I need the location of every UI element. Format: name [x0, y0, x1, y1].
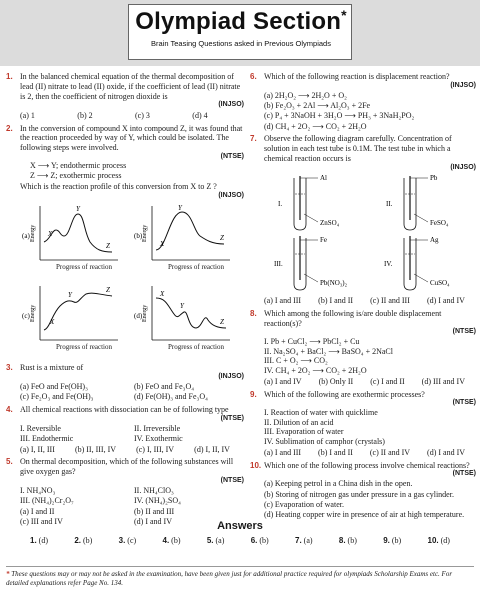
test-tube-3	[294, 236, 318, 290]
option[interactable]: (d) I, II, IV	[194, 444, 230, 454]
options	[20, 445, 244, 455]
reaction-line: I. Pb + CuCl₂ ⟶ PbCl₂ + Cu	[264, 336, 360, 346]
y-axis-label: Energy	[30, 304, 36, 323]
question-tag: (NTSE)	[220, 152, 244, 160]
point-label: X	[50, 318, 55, 327]
y-axis-label: Energy	[142, 304, 148, 323]
point-label: Y	[68, 291, 72, 300]
option[interactable]: (a) I and II	[20, 506, 55, 516]
metal-label: Pb	[430, 174, 438, 183]
profile-curve	[44, 214, 112, 252]
question-text: Observe the following diagram carefully. Concentration of solution in each test tube is 0.1M. The test tube in which a chemical reaction occurs is	[264, 134, 452, 163]
question-9: 9. Which of the following are exothermic processes? (NTSE) I. Reaction of water with quicklime II. Dilution of an acid III. Evaporation of water IV. Sublimation of camphor (crystals) (a) I and III (b) I and II (c) II and IV (d) I and IV	[250, 389, 476, 457]
option[interactable]: (d) CH₄ + 2O₂ ⟶ CO₂ + 2H₂O	[264, 121, 367, 131]
answer-item: 10. (d)	[427, 536, 450, 545]
type-list	[20, 424, 244, 444]
option[interactable]: (a) I and IV	[264, 376, 302, 386]
tube-label: I.	[278, 200, 283, 209]
option[interactable]: (c) II and IV	[369, 447, 411, 457]
question-prompt: Which is the reaction profile of this conversion from X to Z ?	[20, 181, 217, 191]
option[interactable]: (b) 2	[77, 110, 93, 120]
answer-item: 6. (b)	[250, 536, 269, 545]
test-tube-4	[404, 236, 428, 290]
question-8: 8. Which among the following is/are double displacement reaction(s)? (NTSE) I. Pb + CuCl₂ ⟶ PbCl₂ + Cu II. Na₂SO₄ + BaCl₂ ⟶ BaSO₄ + 2NaCl III. C + O₂ ⟶ CO₂ IV. CH₄ + 2O₂ ⟶ CO₂ + 2H₂O (a) I and IV (b) Only II (c) I and II (d) III and IV	[250, 308, 476, 386]
option[interactable]: (b) II and III	[134, 506, 175, 516]
options	[264, 91, 476, 132]
option[interactable]: (d) 4	[192, 110, 208, 120]
question-text: On thermal decomposition, which of the following substances will give oxygen gas?	[20, 457, 234, 477]
question-text: Which among the following is/are double displacement reaction(s)?	[264, 308, 442, 328]
page-subtitle: Brain Teasing Questions asked in Previous Olympiads	[151, 39, 331, 48]
options	[20, 382, 244, 402]
page-title: Olympiad Section*	[135, 7, 347, 35]
option[interactable]: (b) Fe₂O₃ + 2Al ⟶ Al₂O₃ + 2Fe	[264, 101, 371, 111]
option[interactable]: (c) II and III	[370, 296, 410, 306]
reaction-line: III. C + O₂ ⟶ CO₂	[264, 356, 328, 366]
option[interactable]: (a) I and III	[264, 296, 302, 306]
options	[264, 479, 476, 520]
x-axis-label: Progress of reaction	[168, 263, 224, 272]
question-text: All chemical reactions with dissociation can be of following type	[20, 404, 229, 414]
option[interactable]: (a) 1	[20, 110, 35, 120]
solution-label: Pb(NO₃)₂	[320, 279, 348, 288]
profile-curve	[156, 298, 226, 328]
answer-item: 1. (d)	[30, 536, 48, 545]
question-tag: (INJSO)	[450, 81, 476, 89]
options	[20, 111, 244, 121]
answers-row	[30, 536, 450, 545]
option[interactable]: (b) Storing of nitrogen gas under pressure in a gas cylinder.	[264, 489, 454, 499]
question-tag: (INJSO)	[218, 191, 244, 199]
type-item: IV. (NH₄)₂SO₄	[134, 496, 181, 506]
type-item: II. Irreversible	[134, 424, 181, 434]
type-item: I. Reaction of water with quicklime	[264, 407, 378, 417]
tube-label: II.	[386, 200, 393, 209]
question-7: 7. Observe the following diagram carefully. Concentration of solution in each test tube is 0.1M. The test tube in which a chemical reaction occurs is (INJSO) I. II. III. IV. Al Pb Fe Ag ZnSO₄ FeSO₄ Pb(NO₃)₂ CuSO₄ (a) I and III (b) I and II (c) II and III (d) I and IV	[250, 134, 476, 306]
question-text: Which of the following are exothermic processes?	[264, 389, 425, 399]
x-axis-label: Progress of reaction	[168, 343, 224, 352]
type-item: IV. Sublimation of camphor (crystals)	[264, 437, 385, 447]
answers-heading: Answers	[217, 520, 263, 532]
point-label: Y	[178, 204, 182, 213]
question-10: 10. Which one of the following process involve chemical reactions? (NTSE) (a) Keeping petrol in a China dish in the open. (b) Storing of nitrogen gas under pressure in a gas cylinder. (c) Evaporation of water. (d) Heating copper wire in presence of air at high temperature.	[250, 460, 476, 520]
option[interactable]: (a) FeO and Fe(OH)₃	[20, 382, 88, 392]
energy-profile-plots	[20, 202, 244, 360]
option[interactable]: (b) I and II	[318, 447, 353, 457]
question-text: Which of the following reaction is displacement reaction?	[264, 72, 450, 81]
plot-panel-b	[152, 206, 230, 260]
header-band	[0, 0, 480, 66]
question-1: 1. In the balanced chemical equation of the thermal decomposition of lead (II) nitrate to lead (II) oxide, if the coefficient of lead (II) nitrate is 2, then the coefficient of nitrogen dioxide is (INJSO) (a) 1 (b) 2 (c) 3 (d) 4	[6, 72, 244, 120]
reaction-line: II. Na₂SO₄ + BaCl₂ ⟶ BaSO₄ + 2NaCl	[264, 346, 393, 356]
panel-label: (c)	[22, 312, 30, 321]
footnote: * These questions may or may not be asked in the examination, have been given just for additional practice required for olympiads Scholarship Exams etc. For detailed explanations refer Page No. 134.	[6, 570, 453, 587]
type-item: II. Dilution of an acid	[264, 417, 334, 427]
question-tag: (NTSE)	[220, 414, 244, 422]
answer-item: 8. (b)	[338, 536, 357, 545]
question-text: In the conversion of compound X into compound Z, it was found that the reaction proceeded by way of Y, which could be isolated. The following steps were involved.	[20, 123, 243, 153]
option[interactable]: (a) I, II, III	[20, 444, 55, 454]
question-text: In the balanced chemical equation of the thermal decomposition of lead (II) nitrate to lead (II) oxide, if the coefficient of lead (II) nitrate is 2, then the coefficient of nitrogen dioxide is	[20, 72, 241, 101]
test-tube-diagram	[264, 174, 476, 294]
question-2: 2. In the conversion of compound X into compound Z, it was found that the reaction proceeded by way of Y, which could be isolated. The following steps were involved. (NTSE) X ⟶ Y; endothermic process Z ⟶ Z; exothermic process Which is the reaction profile of this conversion from X to Z ? (INJSO) Energy Energy Energy Energy (a) (b) (c) (d) X Y Z X Y Z X Y Z X Y Z Progress of reaction Progress of reaction Progress of reaction Progress of reaction	[6, 124, 244, 361]
option[interactable]: (a) Keeping petrol in a China dish in the open.	[264, 479, 413, 489]
answer-item: 9. (b)	[383, 536, 402, 545]
type-item: III. (NH₄)₂Cr₂O₇	[20, 496, 74, 506]
option[interactable]: (d) Heating copper wire in presence of air at high temperature.	[264, 510, 465, 520]
point-label: Z	[106, 242, 110, 251]
options	[264, 377, 476, 387]
point-label: Z	[220, 234, 224, 243]
option[interactable]: (b) FeO and Fe₃O₄	[134, 382, 195, 392]
option[interactable]: (a) 2H₂O₂ ⟶ 2H₂O + O₂	[264, 90, 347, 100]
point-label: Z	[106, 286, 110, 295]
plots-svg	[20, 202, 244, 360]
option[interactable]: (c) P₄ + 3NaOH + 3H₂O ⟶ PH₃ + 3NaH₂PO₂	[264, 111, 415, 121]
point-label: X	[48, 230, 53, 239]
solution-label: CuSO₄	[430, 279, 450, 288]
option[interactable]: (d) I and IV	[427, 447, 466, 457]
option[interactable]: (d) I and IV	[134, 516, 172, 526]
question-tag: (NTSE)	[220, 476, 244, 484]
option[interactable]: (b) I and II	[318, 296, 354, 306]
type-item: I. NH₄NO₃	[20, 486, 56, 496]
plot-panel-c	[40, 286, 118, 340]
option[interactable]: (d) Fe(OH)₃ and Fe₃O₄	[134, 392, 208, 402]
test-tube-1	[294, 176, 318, 230]
options	[264, 448, 476, 458]
point-label: X	[160, 290, 165, 299]
reaction-line: IV. CH₄ + 2O₂ ⟶ CO₂ + 2H₂O	[264, 366, 367, 376]
option[interactable]: (c) III and IV	[20, 516, 63, 526]
question-6: 6. Which of the following reaction is displacement reaction? (INJSO) (a) 2H₂O₂ ⟶ 2H₂O + O₂ (b) Fe₂O₃ + 2Al ⟶ Al₂O₃ + 2Fe (c) P₄ + 3NaOH + 3H₂O ⟶ PH₃ + 3NaH₂PO₂ (d) CH₄ + 2O₂ ⟶ CO₂ + 2H₂O	[250, 72, 476, 131]
question-4: 4. All chemical reactions with dissociation can be of following type (NTSE) I. Reversible II. Irreversible III. Endothermic IV. Exothermic (a) I, II, III (b) II, III, IV (c) I, III, IV (d) I, II, IV	[6, 404, 244, 454]
tubes-svg	[264, 174, 476, 294]
step-line: Z ⟶ Z; exothermic process	[30, 171, 122, 181]
left-column	[6, 72, 244, 529]
point-label: Y	[76, 205, 80, 214]
solution-label: FeSO₄	[430, 219, 449, 228]
option[interactable]: (c) I, III, IV	[136, 444, 175, 454]
step-line: X ⟶ Y; endothermic process	[30, 161, 127, 171]
point-label: Z	[220, 318, 224, 327]
answer-item: 4. (b)	[162, 536, 181, 545]
option[interactable]: (c) I and II	[370, 376, 405, 386]
type-item: III. Evaporation of water	[264, 427, 344, 437]
answer-item: 2. (b)	[74, 536, 93, 545]
point-label: X	[160, 240, 165, 249]
question-5: 5. On thermal decomposition, which of the following substances will give oxygen gas? (NTSE) I. NH₄NO₃ II. NH₄ClO₃ III. (NH₄)₂Cr₂O₇ IV. (NH₄)₂SO₄ (a) I and II (b) II and III (c) III and IV (d) I and IV	[6, 457, 244, 526]
question-tag: (INJSO)	[218, 372, 244, 380]
tube-label: III.	[274, 260, 283, 269]
question-tag: (NTSE)	[452, 399, 476, 407]
answer-item: 5. (a)	[206, 536, 225, 545]
test-tube-2	[404, 176, 428, 230]
panel-label: (b)	[134, 232, 143, 241]
metal-label: Al	[320, 174, 327, 183]
type-item: II. NH₄ClO₃	[134, 486, 174, 496]
question-tag: (INJSO)	[218, 101, 244, 109]
footer-divider	[6, 566, 474, 567]
question-text: Rust is a mixture of	[20, 363, 84, 373]
title-box	[128, 4, 352, 60]
profile-curve	[156, 212, 224, 250]
metal-label: Fe	[320, 236, 327, 245]
answer-item: 7. (a)	[295, 536, 313, 545]
answer-item: 3. (c)	[118, 536, 137, 545]
question-tag: (INJSO)	[450, 163, 476, 171]
type-list	[20, 486, 244, 506]
x-axis-label: Progress of reaction	[56, 263, 112, 272]
option[interactable]: (d) III and IV	[421, 376, 465, 386]
question-text: Which one of the following process involve chemical reactions?	[264, 460, 470, 470]
x-axis-label: Progress of reaction	[56, 343, 112, 352]
point-label: Y	[180, 302, 184, 311]
y-axis-label: Energy	[30, 224, 36, 243]
type-item: IV. Exothermic	[134, 433, 183, 443]
type-item: I. Reversible	[20, 424, 61, 434]
option[interactable]: (a) I and III	[264, 447, 302, 457]
option[interactable]: (b) II, III, IV	[74, 444, 117, 454]
option[interactable]: (d) I and IV	[426, 296, 465, 306]
type-item: III. Endothermic	[20, 433, 74, 443]
solution-label: ZnSO₄	[320, 219, 340, 228]
tube-label: IV.	[384, 260, 393, 269]
question-tag: (NTSE)	[452, 328, 476, 336]
option[interactable]: (c) 3	[135, 110, 150, 120]
metal-label: Ag	[430, 236, 439, 245]
y-axis-label: Energy	[142, 224, 148, 243]
option[interactable]: (c) Fe₂O₃ and Fe(OH)₃	[20, 392, 94, 402]
panel-label: (d)	[134, 312, 143, 321]
options	[264, 296, 476, 306]
right-column	[250, 72, 476, 523]
option[interactable]: (c) Evaporation of water.	[264, 499, 344, 509]
question-tag: (NTSE)	[452, 470, 476, 478]
option[interactable]: (b) Only II	[318, 376, 354, 386]
panel-label: (a)	[22, 232, 30, 241]
question-3: 3. Rust is a mixture of (INJSO) (a) FeO and Fe(OH)₃ (b) FeO and Fe₃O₄ (c) Fe₂O₃ and Fe(OH)₃ (d) Fe(OH)₃ and Fe₃O₄	[6, 363, 244, 402]
